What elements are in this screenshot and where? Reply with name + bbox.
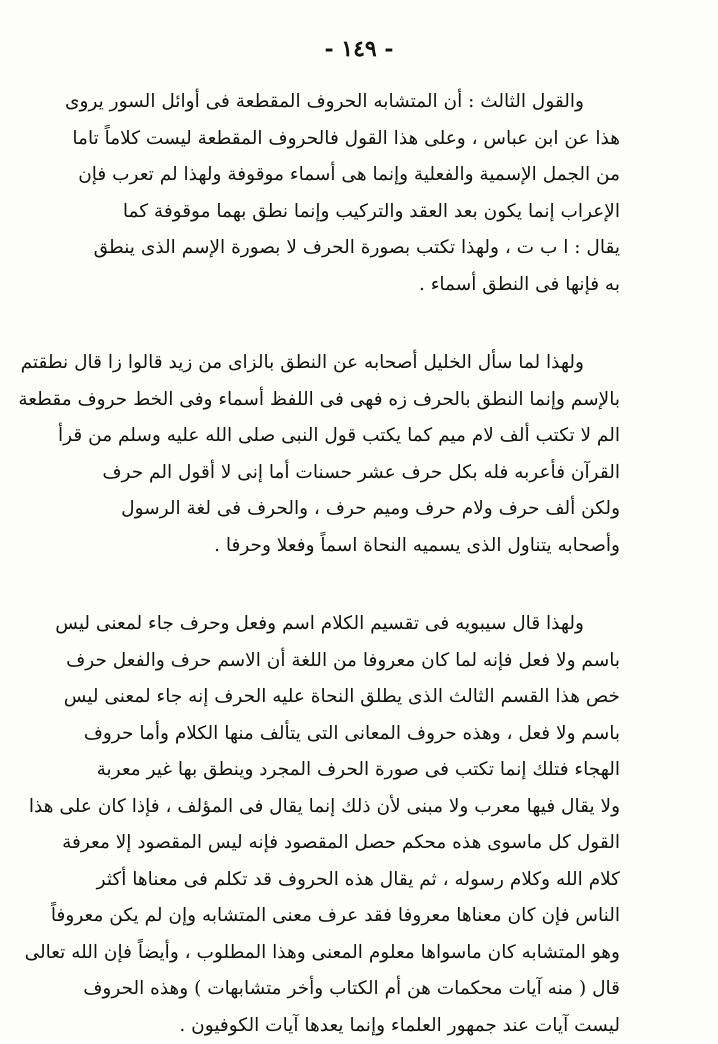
text-line: الهجاء فتلك إنما تكتب فى صورة الحرف المجرد وينطق بها غير معربة — [92, 752, 620, 789]
page-number: - ١٤٩ - — [0, 36, 718, 62]
paragraph-gap — [92, 564, 620, 606]
text-line: يقال : ا ب ت ، ولهذا تكتب بصورة الحرف لا بصورة الإسم الذى ينطق — [92, 230, 620, 267]
text-line: وأصحابه يتناول الذى يسميه النحاة اسماً وفعلا وحرفا . — [92, 528, 620, 565]
text-line: القول كل ماسوى هذه محكم حصل المقصود فإنه ليس المقصود إلا معرفة — [92, 825, 620, 862]
text-line: ولهذا قال سيبويه فى تقسيم الكلام اسم وفعل وحرف جاء لمعنى ليس — [92, 606, 620, 643]
text-line: الم لا تكتب ألف لام ميم كما يكتب قول النبى صلى الله عليه وسلم من قرأ — [92, 418, 620, 455]
text-line: هذا عن ابن عباس ، وعلى هذا القول فالحروف المقطعة ليست كلاماً تاما — [92, 121, 620, 158]
text-line: ولا يقال فيها معرب ولا مبنى لأن ذلك إنما يقال فى المؤلف ، فإذا كان على هذا — [92, 789, 620, 826]
text-line: به فإنها فى النطق أسماء . — [92, 267, 620, 304]
text-line: من الجمل الإسمية والفعلية وإنما هى أسماء موقوفة ولهذا لم تعرب فإن — [92, 157, 620, 194]
text-line: قال ( منه آيات محكمات هن أم الكتاب وأخر متشابهات ) وهذه الحروف — [92, 971, 620, 1008]
text-line: ولكن ألف حرف ولام حرف وميم حرف ، والحرف فى لغة الرسول — [92, 491, 620, 528]
text-line: باسم ولا فعل ، وهذه حروف المعانى التى يتألف منها الكلام وأما حروف — [92, 716, 620, 753]
text-line: القرآن فأعربه فله بكل حرف عشر حسنات أما إنى لا أقول الم حرف — [92, 455, 620, 492]
text-line: وهو المتشابه كان ماسواها معلوم المعنى وهذا المطلوب ، وأيضاً فإن الله تعالى — [92, 935, 620, 972]
text-line: بالإسم وإنما النطق بالحرف زه فهى فى اللفظ أسماء وفى الخط حروف مقطعة — [92, 382, 620, 419]
page-body — [92, 84, 620, 1044]
paragraph-third-opinion — [92, 84, 620, 303]
text-line: الناس فإن كان معناها معروفا فقد عرف معنى المتشابه وإن لم يكن معروفاً — [92, 898, 620, 935]
text-line: خص هذا القسم الثالث الذى يطلق النحاة عليه الحرف إنه جاء لمعنى ليس — [92, 679, 620, 716]
text-line: باسم ولا فعل فإنه لما كان معروفا من اللغة أن الاسم حرف والفعل حرف — [92, 643, 620, 680]
text-line: كلام الله وكلام رسوله ، ثم يقال هذه الحروف قد تكلم فى معناها أكثر — [92, 862, 620, 899]
paragraph-sibawayh — [92, 606, 620, 1044]
text-line: والقول الثالث : أن المتشابه الحروف المقطعة فى أوائل السور يروى — [92, 84, 620, 121]
text-line: ليست آيات عند جمهور العلماء وإنما يعدها آيات الكوفيون . — [92, 1008, 620, 1044]
text-line: الإعراب إنما يكون بعد العقد والتركيب وإنما نطق بهما موقوفة كما — [92, 194, 620, 231]
text-line: ولهذا لما سأل الخليل أصحابه عن النطق بالزاى من زيد قالوا زا قال نطقتم — [92, 345, 620, 382]
paragraph-gap — [92, 303, 620, 345]
paragraph-khalil — [92, 345, 620, 564]
